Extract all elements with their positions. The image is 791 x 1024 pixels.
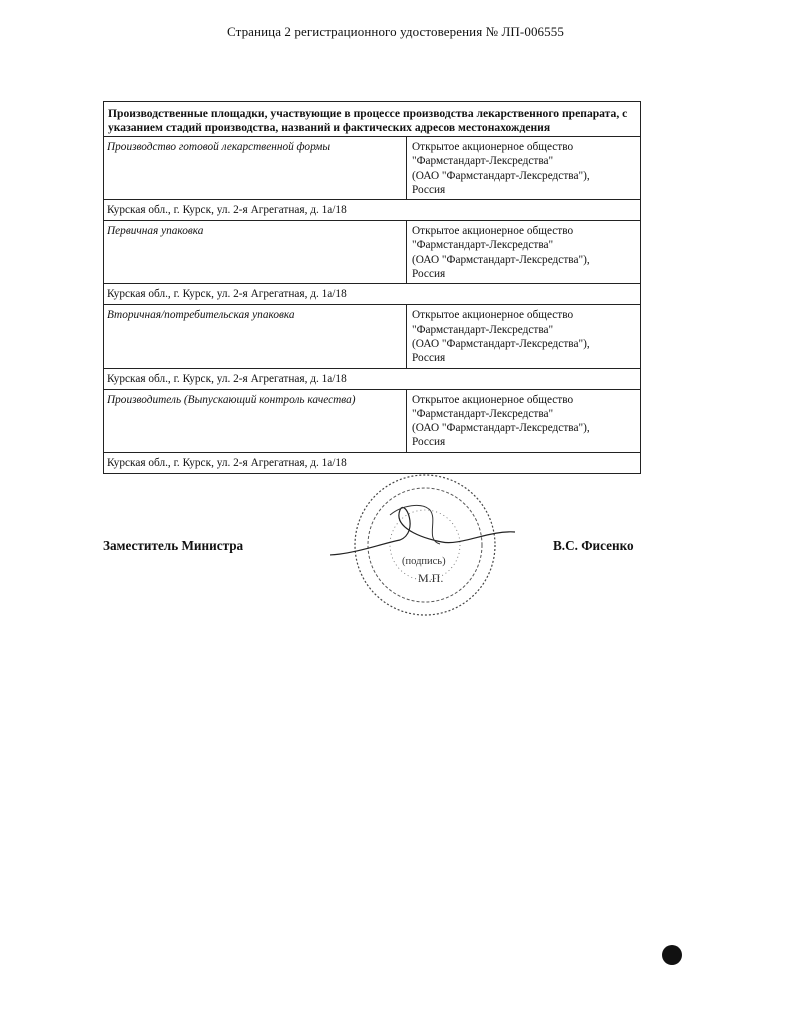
table-row: [104, 221, 640, 284]
org-line: Открытое акционерное общество: [412, 225, 574, 238]
organization: [407, 221, 594, 283]
table-row: [104, 305, 640, 368]
org-line: Открытое акционерное общество: [412, 141, 574, 153]
table-row: [104, 390, 640, 453]
address-row: Курская обл., г. Курск, ул. 2-я Агрегатная, д. 1а/18: [107, 456, 347, 469]
production-sites-table: [103, 101, 641, 474]
page-title: Страница 2 регистрационного удостоверения № ЛП-006555: [227, 24, 564, 39]
stage-name: Производитель (Выпускающий контроль качества): [104, 390, 407, 452]
org-line: Открытое акционерное общество: [412, 309, 574, 322]
org-line: (ОАО "Фармстандарт-Лексредства"),: [412, 169, 590, 182]
org-line: "Фармстандарт-Лексредства": [412, 239, 554, 252]
org-line: Россия: [412, 436, 446, 449]
stage-name: Первичная упаковка: [104, 221, 407, 283]
table-row: [104, 137, 640, 200]
org-line: "Фармстандарт-Лексредства": [412, 323, 554, 336]
org-line: (ОАО "Фармстандарт-Лексредства"),: [412, 253, 590, 266]
stage-name: Производство готовой лекарственной формы: [104, 137, 407, 199]
signatory-position: Заместитель Министра: [103, 538, 244, 553]
table-heading: Производственные площадки, участвующие в процессе производства лекарственного препарата, с указанием стадий производства, названий и фактических адресов местонахождения: [104, 102, 640, 137]
org-line: (ОАО "Фармстандарт-Лексредства"),: [412, 422, 590, 435]
stamp-caption: М.П.: [418, 571, 444, 585]
page-marker-dot: [662, 945, 682, 965]
signatory-name: В.С. Фисенко: [553, 538, 634, 553]
address-row: Курская обл., г. Курск, ул. 2-я Агрегатная, д. 1а/18: [104, 284, 640, 305]
org-line: "Фармстандарт-Лексредства": [412, 155, 554, 168]
org-line: (ОАО "Фармстандарт-Лексредства"),: [412, 337, 590, 350]
address-row: Курская обл., г. Курск, ул. 2-я Агрегатная, д. 1а/18: [104, 369, 640, 390]
signature-caption: (подпись): [402, 556, 446, 567]
org-line: Россия: [412, 352, 446, 365]
stage-name: Вторичная/потребительская упаковка: [104, 305, 407, 367]
org-line: Открытое акционерное общество: [412, 393, 574, 406]
official-seal-icon: [330, 470, 520, 630]
org-line: Россия: [412, 268, 446, 281]
org-line: "Фармстандарт-Лексредства": [412, 407, 554, 420]
organization: [407, 137, 594, 199]
org-line: Россия: [412, 183, 446, 196]
address-row: Курская обл., г. Курск, ул. 2-я Агрегатная, д. 1а/18: [104, 200, 640, 221]
organization: [407, 305, 594, 367]
organization: [407, 390, 594, 452]
